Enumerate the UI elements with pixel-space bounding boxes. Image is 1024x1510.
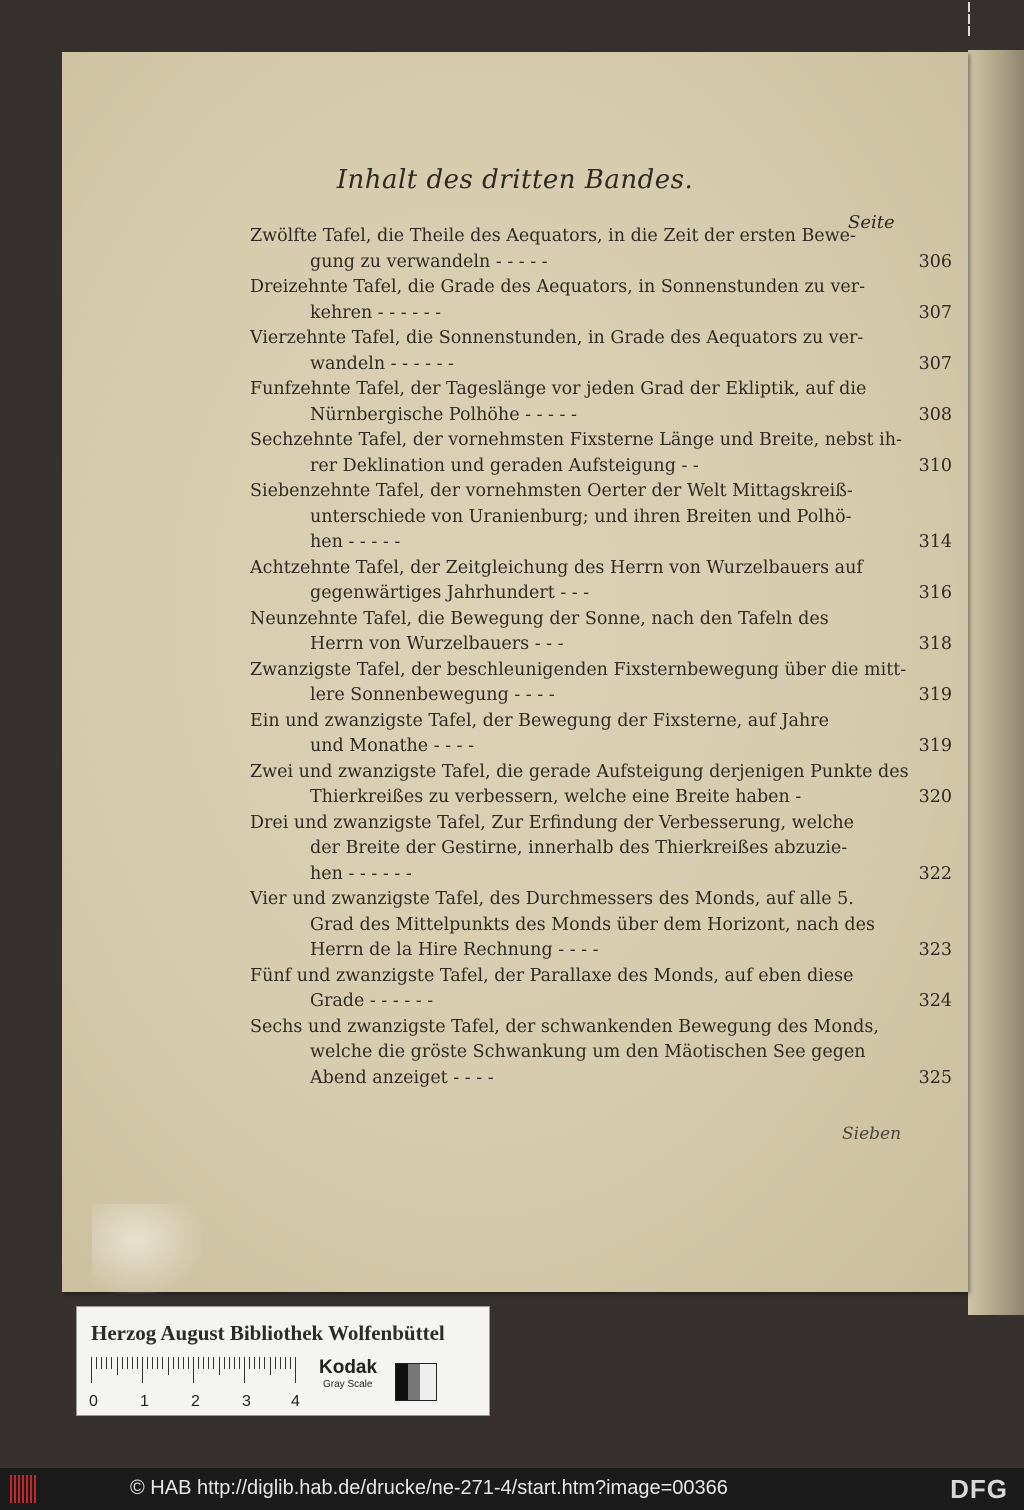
toc-entry-line: hen - - - - - bbox=[310, 532, 401, 552]
toc-entry bbox=[250, 607, 952, 658]
toc-page-number: 306 bbox=[918, 251, 952, 272]
adjacent-page-edge bbox=[968, 50, 1024, 1315]
toc-entry bbox=[250, 760, 952, 811]
toc-entry bbox=[250, 326, 952, 377]
toc-entry bbox=[250, 709, 952, 760]
ruler-tick bbox=[122, 1357, 123, 1369]
ruler-tick bbox=[213, 1357, 214, 1369]
toc-page-number: 318 bbox=[918, 634, 952, 654]
ruler-tick bbox=[101, 1357, 102, 1369]
page-title: Inhalt des dritten Bandes. bbox=[336, 165, 694, 195]
toc-page-number: 310 bbox=[918, 455, 952, 476]
toc-entry bbox=[250, 556, 952, 607]
logo-bar bbox=[22, 1475, 24, 1503]
page-column-label: Seite bbox=[848, 212, 895, 233]
ruler-number: 2 bbox=[191, 1393, 200, 1410]
gray-scale-label: Gray Scale bbox=[323, 1379, 373, 1390]
toc-entry-line: Zwei und zwanzigste Tafel, die gerade Aufsteigung derjenigen Punkte des bbox=[250, 761, 909, 782]
toc-entry-line: wandeln - - - - - - bbox=[310, 353, 454, 374]
toc-page-number: 307 bbox=[918, 302, 952, 323]
toc-entry-line: und Monathe - - - - bbox=[310, 736, 475, 756]
scale-ruler bbox=[91, 1357, 307, 1383]
toc-page-number: 324 bbox=[918, 991, 952, 1011]
ruler-tick bbox=[224, 1357, 225, 1369]
ruler-tick bbox=[239, 1357, 240, 1369]
toc-entry-line: Zwölfte Tafel, die Theile des Aequators, in die Zeit der ersten Bewe- bbox=[250, 226, 856, 246]
ruler-tick bbox=[208, 1357, 209, 1369]
gray-swatch bbox=[395, 1363, 437, 1401]
toc-entry bbox=[250, 658, 952, 709]
hab-logo-icon bbox=[10, 1475, 40, 1503]
ruler-tick bbox=[188, 1357, 189, 1369]
ruler-tick bbox=[203, 1357, 204, 1369]
logo-bar bbox=[30, 1475, 32, 1503]
toc-page-number: 322 bbox=[918, 863, 952, 884]
logo-bar bbox=[26, 1475, 28, 1503]
toc-entry-line: Herrn de la Hire Rechnung - - - - bbox=[310, 940, 599, 960]
dfg-logo: DFG bbox=[950, 1474, 1008, 1504]
toc-entry-line: Fünf und zwanzigste Tafel, der Parallaxe des Monds, auf eben diese bbox=[250, 965, 854, 986]
toc-entry bbox=[250, 964, 952, 1015]
ruler-tick bbox=[157, 1357, 158, 1369]
toc-entry-line: Dreizehnte Tafel, die Grade des Aequators, in Sonnenstunden zu ver- bbox=[250, 277, 866, 297]
ruler-number: 3 bbox=[242, 1393, 251, 1410]
toc-page-number: 323 bbox=[918, 940, 952, 960]
footer-bar bbox=[0, 1468, 1024, 1510]
ruler-tick bbox=[142, 1357, 143, 1383]
toc-entry bbox=[250, 1015, 952, 1092]
document-page bbox=[62, 52, 968, 1292]
ruler-tick bbox=[259, 1357, 260, 1369]
logo-bar bbox=[10, 1475, 12, 1503]
ruler-tick bbox=[178, 1357, 179, 1369]
ruler-tick bbox=[152, 1357, 153, 1369]
toc-entry bbox=[250, 887, 952, 964]
paper-stain bbox=[92, 1204, 202, 1294]
ruler-number: 0 bbox=[89, 1393, 98, 1410]
ruler-tick bbox=[280, 1357, 281, 1369]
table-of-contents bbox=[250, 224, 952, 1091]
toc-entry-line: hen - - - - - - bbox=[310, 863, 412, 884]
toc-page-number: 308 bbox=[918, 404, 952, 425]
toc-entry-line: Herrn von Wurzelbauers - - - bbox=[310, 634, 564, 654]
toc-entry-line: Achtzehnte Tafel, der Zeitgleichung des Herrn von Wurzelbauers auf bbox=[250, 557, 863, 578]
ruler-tick bbox=[219, 1357, 220, 1375]
toc-page-number: 319 bbox=[918, 685, 952, 705]
ruler-tick bbox=[127, 1357, 128, 1369]
ruler-tick bbox=[168, 1357, 169, 1375]
toc-entry-line: der Breite der Gestirne, innerhalb des Thierkreißes abzuzie- bbox=[310, 838, 848, 858]
toc-page-number: 320 bbox=[918, 787, 952, 807]
ruler-tick bbox=[162, 1357, 163, 1369]
source-link[interactable]: © HAB http://diglib.hab.de/drucke/ne-271-4/start.htm?image=00366 bbox=[130, 1477, 728, 1499]
color-calibration-bar bbox=[76, 1306, 490, 1416]
logo-bar bbox=[14, 1475, 16, 1503]
toc-entry-line: kehren - - - - - - bbox=[310, 302, 442, 323]
ruler-marks bbox=[968, 0, 978, 40]
toc-entry-line: welche die gröste Schwankung um den Mäotischen See gegen bbox=[310, 1042, 866, 1062]
ruler-tick bbox=[91, 1357, 92, 1383]
toc-page-number: 307 bbox=[918, 353, 952, 374]
toc-page-number: 314 bbox=[918, 532, 952, 552]
ruler-tick bbox=[285, 1357, 286, 1369]
toc-entry-line: Neunzehnte Tafel, die Bewegung der Sonne, nach den Tafeln des bbox=[250, 608, 829, 629]
library-name: Herzog August Bibliothek Wolfenbüttel bbox=[91, 1321, 445, 1345]
logo-bar bbox=[18, 1475, 20, 1503]
ruler-tick bbox=[244, 1357, 245, 1383]
ruler-number: 4 bbox=[291, 1393, 300, 1410]
toc-entry-line: Ein und zwanzigste Tafel, der Bewegung der Fixsterne, auf Jahre bbox=[250, 710, 829, 731]
toc-entry-line: gegenwärtiges Jahrhundert - - - bbox=[310, 583, 590, 603]
ruler-tick bbox=[295, 1357, 296, 1383]
toc-entry-line: unterschiede von Uranienburg; und ihren Breiten und Polhö- bbox=[310, 506, 852, 527]
ruler-tick bbox=[229, 1357, 230, 1369]
ruler-tick bbox=[111, 1357, 112, 1369]
ruler-tick bbox=[137, 1357, 138, 1369]
logo-bar bbox=[34, 1475, 36, 1503]
toc-entry bbox=[250, 428, 952, 479]
ruler-number: 1 bbox=[140, 1393, 149, 1410]
ruler-tick bbox=[275, 1357, 276, 1369]
toc-entry-line: rer Deklination und geraden Aufsteigung - - bbox=[310, 455, 699, 476]
toc-entry-line: gung zu verwandeln - - - - - bbox=[310, 251, 548, 272]
toc-entry bbox=[250, 224, 952, 275]
toc-entry-line: Nürnbergische Polhöhe - - - - - bbox=[310, 404, 577, 425]
catchword: Sieben bbox=[842, 1124, 902, 1144]
ruler-tick bbox=[132, 1357, 133, 1369]
ruler-tick bbox=[117, 1357, 118, 1375]
toc-entry bbox=[250, 479, 952, 556]
ruler-tick bbox=[106, 1357, 107, 1369]
ruler-tick bbox=[193, 1357, 194, 1383]
ruler-tick bbox=[264, 1357, 265, 1369]
toc-page-number: 316 bbox=[918, 583, 952, 603]
ruler-tick bbox=[234, 1357, 235, 1369]
toc-entry-line: Drei und zwanzigste Tafel, Zur Erfindung der Verbesserung, welche bbox=[250, 812, 855, 833]
ruler-tick bbox=[290, 1357, 291, 1369]
toc-entry-line: Zwanzigste Tafel, der beschleunigenden Fixsternbewegung über die mitt- bbox=[250, 659, 907, 680]
toc-page-number: 325 bbox=[918, 1067, 952, 1088]
toc-entry-line: lere Sonnenbewegung - - - - bbox=[310, 685, 555, 705]
ruler-tick bbox=[254, 1357, 255, 1369]
ruler-tick bbox=[96, 1357, 97, 1369]
toc-page-number: 319 bbox=[918, 736, 952, 756]
toc-entry-line: Funfzehnte Tafel, der Tageslänge vor jeden Grad der Ekliptik, auf die bbox=[250, 379, 867, 399]
ruler-tick bbox=[183, 1357, 184, 1369]
toc-entry bbox=[250, 275, 952, 326]
toc-entry-line: Grad des Mittelpunkts des Monds über dem Horizont, nach des bbox=[310, 914, 875, 935]
ruler-tick bbox=[249, 1357, 250, 1369]
toc-entry-line: Sechzehnte Tafel, der vornehmsten Fixsterne Länge und Breite, nebst ih- bbox=[250, 430, 902, 450]
toc-entry-line: Grade - - - - - - bbox=[310, 991, 434, 1011]
kodak-logo: Kodak bbox=[319, 1357, 378, 1378]
toc-entry bbox=[250, 811, 952, 888]
toc-entry-line: Siebenzehnte Tafel, der vornehmsten Oerter der Welt Mittagskreiß- bbox=[250, 481, 853, 501]
toc-entry-line: Thierkreißes zu verbessern, welche eine Breite haben - bbox=[310, 787, 802, 807]
toc-entry-line: Vierzehnte Tafel, die Sonnenstunden, in Grade des Aequators zu ver- bbox=[250, 328, 864, 348]
toc-entry-line: Sechs und zwanzigste Tafel, der schwankenden Bewegung des Monds, bbox=[250, 1016, 879, 1037]
toc-entry bbox=[250, 377, 952, 428]
ruler-tick bbox=[173, 1357, 174, 1369]
toc-entry-line: Abend anzeiget - - - - bbox=[310, 1067, 494, 1088]
toc-entry-line: Vier und zwanzigste Tafel, des Durchmessers des Monds, auf alle 5. bbox=[250, 889, 854, 909]
ruler-tick bbox=[147, 1357, 148, 1369]
ruler-tick bbox=[270, 1357, 271, 1375]
ruler-tick bbox=[198, 1357, 199, 1369]
